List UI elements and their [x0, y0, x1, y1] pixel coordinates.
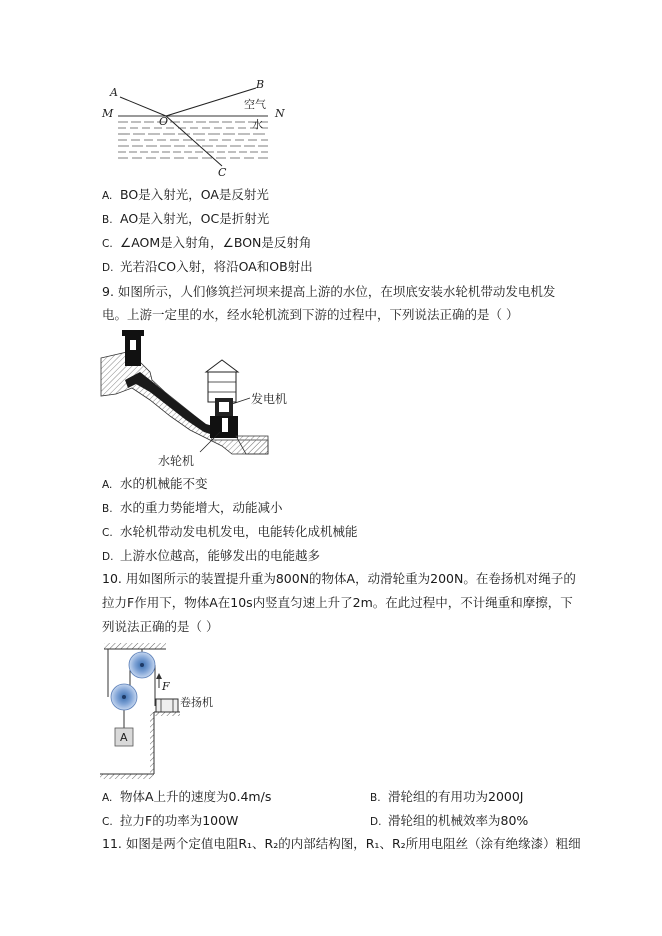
option-key: B.: [102, 214, 113, 226]
winch: [156, 699, 178, 712]
option-key: D.: [102, 262, 114, 274]
option-key: C.: [102, 238, 113, 250]
option-text: 水轮机带动发电机发电，电能转化成机械能: [120, 524, 358, 539]
option-key: A.: [102, 190, 113, 202]
option-text: 水的重力势能增大，动能减小: [120, 500, 283, 515]
option-text: 滑轮组的有用功为2000J: [388, 789, 524, 804]
option-key: C.: [102, 816, 113, 828]
label-m: M: [102, 107, 114, 120]
label-air: 空气: [244, 98, 266, 111]
option-text: ∠AOM是入射角，∠BON是反射角: [120, 235, 312, 250]
label-object-a: A: [120, 731, 128, 744]
q10-stem-line-3: 列说法正确的是（ ）: [102, 619, 219, 634]
label-generator: 发电机: [251, 392, 288, 406]
option-key: B.: [370, 792, 381, 804]
label-water: 水: [252, 118, 263, 131]
option-text: BO是入射光，OA是反射光: [120, 187, 269, 202]
q10-option-a: [102, 789, 271, 806]
option-key: B.: [102, 503, 113, 515]
ceiling: [104, 643, 166, 649]
q9-stem-line-2: 电。上游一定里的水，经水轮机流到下游的过程中，下列说法正确的是（ ）: [102, 307, 519, 322]
option-text: 水的机械能不变: [120, 476, 208, 491]
q10-option-c: [102, 813, 238, 830]
q10-stem-line-1: 10. 用如图所示的装置提升重为800N的物体A，动滑轮重为200N。在卷扬机对绳子的: [102, 571, 576, 586]
q11-stem-line-1: 11. 如图是两个定值电阻R₁、R₂的内部结构图，R₁、R₂所用电阻丝（涂有绝缘漆）粗细: [102, 836, 581, 851]
label-turbine: 水轮机: [158, 454, 195, 468]
q9-stem-line-1: 9. 如图所示，人们修筑拦河坝来提高上游的水位，在坝底安装水轮机带动发电机发: [102, 284, 556, 299]
label-b: B: [256, 78, 265, 91]
ground: [100, 774, 154, 779]
option-key: D.: [370, 816, 382, 828]
option-text: 物体A上升的速度为0.4m/s: [120, 789, 272, 804]
option-key: C.: [102, 527, 113, 539]
label-winch: 卷扬机: [180, 696, 213, 709]
label-a: A: [110, 86, 118, 99]
option-text: 光若沿CO入射，将沿OA和OB射出: [120, 259, 313, 274]
option-key: A.: [102, 792, 113, 804]
q10-stem-line-2: 拉力F作用下，物体A在10s内竖直匀速上升了2m。在此过程中，不计绳重和摩擦，下: [102, 595, 573, 610]
option-text: 滑轮组的机械效率为80%: [388, 813, 529, 828]
label-c: C: [218, 166, 227, 179]
option-key: A.: [102, 479, 113, 491]
label-f: F: [162, 680, 170, 693]
label-o: O: [159, 115, 169, 128]
q10-option-b: [370, 789, 524, 806]
option-text: 上游水位越高，能够发出的电能越多: [120, 548, 321, 563]
option-text: 拉力F的功率为100W: [120, 813, 239, 828]
option-key: D.: [102, 551, 114, 563]
option-text: AO是入射光，OC是折射光: [120, 211, 270, 226]
label-n: N: [275, 107, 285, 120]
q10-option-d: [370, 813, 528, 830]
